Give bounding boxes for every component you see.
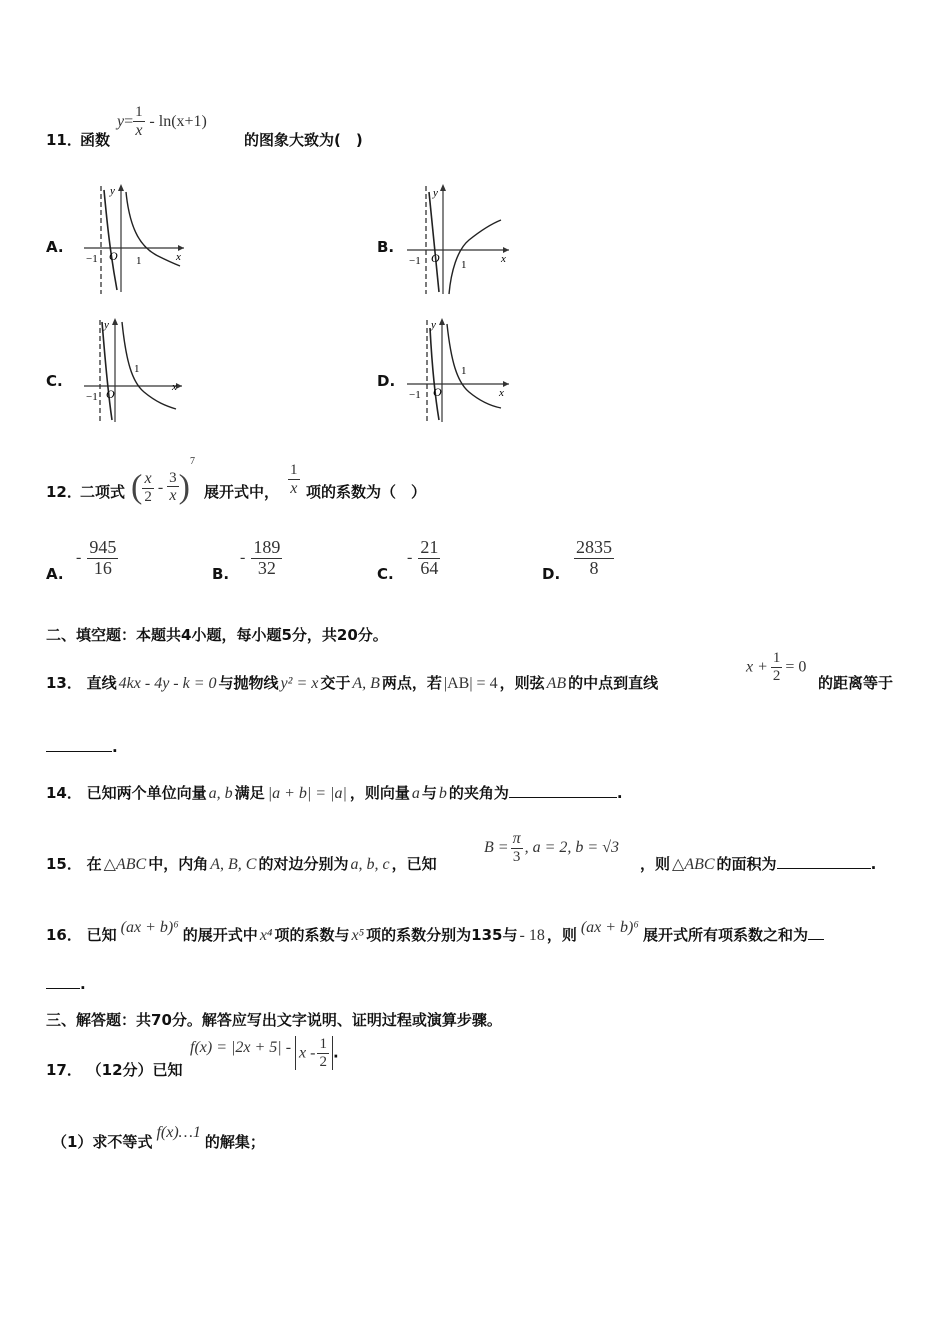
q11-a-tick-pos: 1: [136, 255, 142, 267]
q13-abs: |AB| = 4: [443, 675, 498, 692]
q16-line: 16． 已知 (ax + b)⁶ 的展开式中 x⁴ 项的系数与 x⁵ 项的系数分别为135与 - 18 ，则 (ax + b)⁶ 展开式所有项系数之和为: [46, 924, 824, 945]
q11-tail: 的图象大致为( ): [244, 131, 363, 149]
q13-directrix: x + $\frac{1}{2}$ = 0: [746, 650, 807, 684]
q11-b-axis-x: x: [501, 253, 506, 265]
q11-d-origin: O: [433, 385, 442, 399]
q12-option-a: - $\frac{945}{16}$: [76, 537, 117, 578]
q17-part1: （1）求不等式f(x)…1的解集；: [52, 1124, 265, 1151]
q12-option-d: $\frac{2835}{8}$: [576, 537, 612, 578]
q17-function: f(x) = |2x + 5| - x - $\frac{1}{2}$ .: [190, 1036, 339, 1070]
q13-parabola: y² = x: [280, 675, 319, 692]
q13-line: 13． 直线 4kx - 4y - k = 0 与抛物线 y² = x 交于 A, B 两点，若 |AB| = 4 ，则弦 AB 的中点到直线: [46, 674, 659, 692]
q17-part1-expr: f(x)…1: [156, 1124, 201, 1141]
section2-heading: 二、填空题：本题共4小题，每小题5分，共20分。: [46, 626, 388, 644]
q16-expr: (ax + b)⁶: [120, 919, 179, 936]
q16-answer-blank-1[interactable]: [808, 925, 824, 940]
q14-answer-blank[interactable]: [509, 783, 617, 798]
q11-a-axis-x: x: [176, 251, 181, 263]
q11-b-tick-pos: 1: [461, 259, 467, 271]
q11-formula-eq: =: [124, 113, 134, 131]
q11-fraction: $\frac{1}{x}$: [135, 104, 143, 139]
q15-answer-blank[interactable]: [777, 854, 871, 869]
q15-condition: B = $\frac{\pi}{3}$ , a = 2, b = √3: [484, 830, 619, 865]
q11-option-b-label: B.: [377, 238, 395, 256]
q11-c-axis-x: x: [172, 381, 177, 393]
q11-graph-d: [403, 316, 515, 426]
q12-option-c: - $\frac{21}{64}$: [407, 537, 439, 578]
q14-condition: |a + b| = |a|: [267, 785, 347, 802]
q12-option-c-label: C.: [377, 565, 394, 583]
q15-line-a: 15． 在 △ABC 中，内角 A, B, C 的对边分别为 a, b, c ，已知: [46, 855, 437, 873]
q13-tail: 的距离等于: [818, 674, 894, 692]
q12-option-d-label: D.: [542, 565, 561, 583]
q17-line: 17． （12分）已知: [46, 1061, 183, 1079]
q11-c-tick-neg: −1: [86, 391, 98, 403]
q11-formula: [117, 104, 207, 139]
q13-answer-blank[interactable]: .: [46, 737, 118, 756]
q11-graph-b: [403, 182, 515, 298]
q12-option-b-label: B.: [212, 565, 230, 583]
q11-graph-a: [80, 182, 190, 298]
q11-d-tick-pos: 1: [461, 365, 467, 377]
q12-tail: 项的系数为（ ）: [306, 483, 427, 501]
q11-a-axis-y: y: [110, 185, 115, 197]
q11-formula-y: y: [117, 113, 125, 131]
q12-frac-a: $\frac{x}{2}$: [144, 469, 152, 505]
q12-number: 12．: [46, 483, 82, 501]
q11-option-a-label: A.: [46, 238, 64, 256]
q11-c-axis-y: y: [104, 319, 109, 331]
q12-mid: 展开式中，: [204, 483, 280, 501]
section3-heading: 三、解答题：共70分。解答应写出文字说明、证明过程或演算步骤。: [46, 1011, 502, 1029]
q12-option-b: - $\frac{189}{32}$: [240, 537, 281, 578]
q15-line-b: ，则 △ABC 的面积为 .: [640, 855, 877, 873]
q12-term: $\frac{1}{x}$: [290, 462, 298, 497]
q11-d-tick-neg: −1: [409, 389, 421, 401]
q11-graph-c: [80, 316, 190, 426]
q11-d-axis-y: y: [431, 319, 436, 331]
q12-exponent: 7: [189, 456, 195, 467]
q11-c-origin: O: [106, 387, 115, 401]
q11-option-d-label: D.: [377, 372, 396, 390]
q14-line: 14． 已知两个单位向量 a, b 满足 |a + b| = |a| ，则向量 a 与 b 的夹角为 .: [46, 784, 623, 802]
q12-lead: 二项式: [80, 483, 126, 501]
q11-formula-rest: - ln(x+1): [149, 113, 207, 131]
q11-a-tick-neg: −1: [86, 253, 98, 265]
q11-option-c-label: C.: [46, 372, 63, 390]
q13-line-eq: 4kx - 4y - k = 0: [118, 675, 217, 692]
q16-answer-blank-2[interactable]: .: [46, 974, 86, 993]
q11-b-tick-neg: −1: [409, 255, 421, 267]
q11-b-origin: O: [431, 251, 440, 265]
q11-b-axis-y: y: [433, 187, 438, 199]
q12-binomial: ( $\frac{x}{2}$ - $\frac{3}{x}$ )$^7$: [131, 456, 195, 506]
q12-option-a-label: A.: [46, 565, 64, 583]
q12-frac-b: $\frac{3}{x}$: [169, 469, 177, 505]
q11-a-origin: O: [109, 249, 118, 263]
q11-number: 11．: [46, 131, 82, 149]
q11-d-axis-x: x: [499, 387, 504, 399]
q11-lead: 函数: [80, 131, 111, 149]
q11-c-tick-pos: 1: [134, 363, 140, 375]
q16-expr2: (ax + b)⁶: [580, 919, 639, 936]
